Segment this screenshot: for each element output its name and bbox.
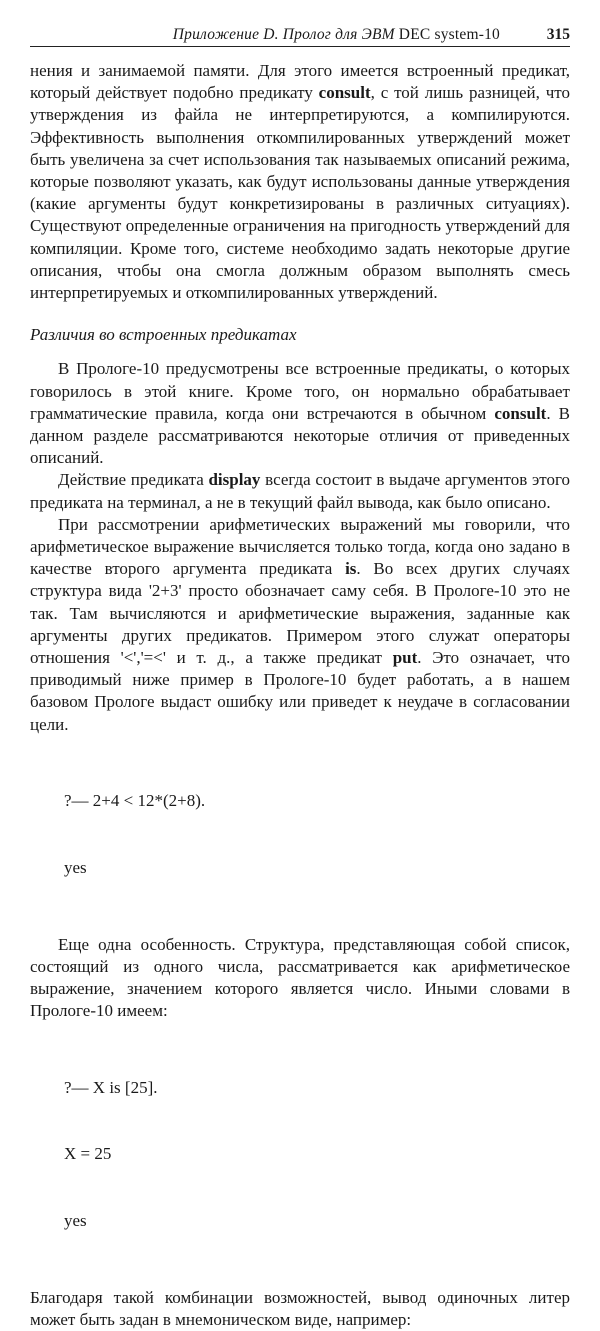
paragraph-list-number: Еще одна особенность. Структура, представляющая собой список, состоящий из одного числа, рассматривается как арифметическое выражение, значением которого является число. Иными словами в Прологе-10 имеем: (30, 934, 570, 1021)
keyword-consult: consult (318, 83, 371, 103)
running-header (30, 22, 570, 47)
running-title-upright: DEC system-10 (398, 26, 500, 43)
page-number: 315 (546, 26, 570, 43)
page-body (30, 60, 570, 1331)
code-example-2 (64, 1032, 570, 1276)
section-title: Различия во встроенных предикатах (30, 325, 297, 345)
keyword-consult: consult (494, 403, 547, 423)
code-line: yes (64, 857, 87, 877)
intro-paragraph: нения и занимаемой памяти. Для этого имеется встроенный предикат, который действует подобно предикату consult, с той лишь разницей, что утверждения из файла не интерпретируются, а компилируются. Эффективность выполнения откомпилированных утверждений может быть увеличена за счет использования так называемых описаний режима, которые позволяют указать, как будут использованы данные утверждения (какие аргументы будут конкретизированы в различных ситуациях). Существуют определенные ограничения на пригодность утверждений для компиляции. Кроме того, системе необходимо задать некоторые другие описания, чтобы она смогла должным образом выполнять смесь интерпретируемых и откомпилированных утверждений. (30, 61, 570, 303)
code-line: X = 25 (64, 1144, 112, 1164)
code-example-1 (64, 746, 570, 924)
keyword-display: display (208, 470, 261, 490)
keyword-put: put (392, 648, 418, 668)
code-line: ?— 2+4 < 12*(2+8). (64, 791, 206, 811)
paragraph-mnemonic: Благодаря такой комбинации возможностей, вывод одиночных литер может быть задан в мнемоническом виде, например: (30, 1287, 570, 1329)
paragraph-display: Действие предиката display всегда состоит в выдаче аргументов этого предиката на терминал, а не в текущий файл вывода, как было описано. (30, 470, 570, 512)
code-line: yes (64, 1210, 87, 1230)
paragraph-builtins: В Прологе-10 предусмотрены все встроенные предикаты, о которых говорилось в этой книге. Кроме того, он нормально обрабатывает грамматические правила, когда они встречаются в обычном consult. В данном разделе рассматриваются некоторые отличия от приведенных описаний. (30, 359, 570, 468)
running-title-italic: Приложение D. Пролог для ЭВМ (172, 26, 399, 43)
paragraph-arithmetic: При рассмотрении арифметических выражений мы говорили, что арифметическое выражение вычисляется только тогда, когда оно задано в качестве второго аргумента предиката is. Во всех других случаях структура вида '2+3' просто обозначает саму себя. В Прологе-10 это не так. Там вычисляются и арифметические выражения, заданные как аргументы других предикатов. Примером этого служат операторы отношения '<','=<' и т. д., а также предикат put. Это означает, что приводимый ниже пример в Прологе-10 будет работать, а в нашем базовом Прологе выдаст ошибку или приведет к неудаче в согласовании цели. (30, 514, 571, 734)
code-line: ?— X is [25]. (64, 1077, 158, 1097)
running-title (173, 24, 500, 46)
keyword-is: is (345, 559, 357, 579)
